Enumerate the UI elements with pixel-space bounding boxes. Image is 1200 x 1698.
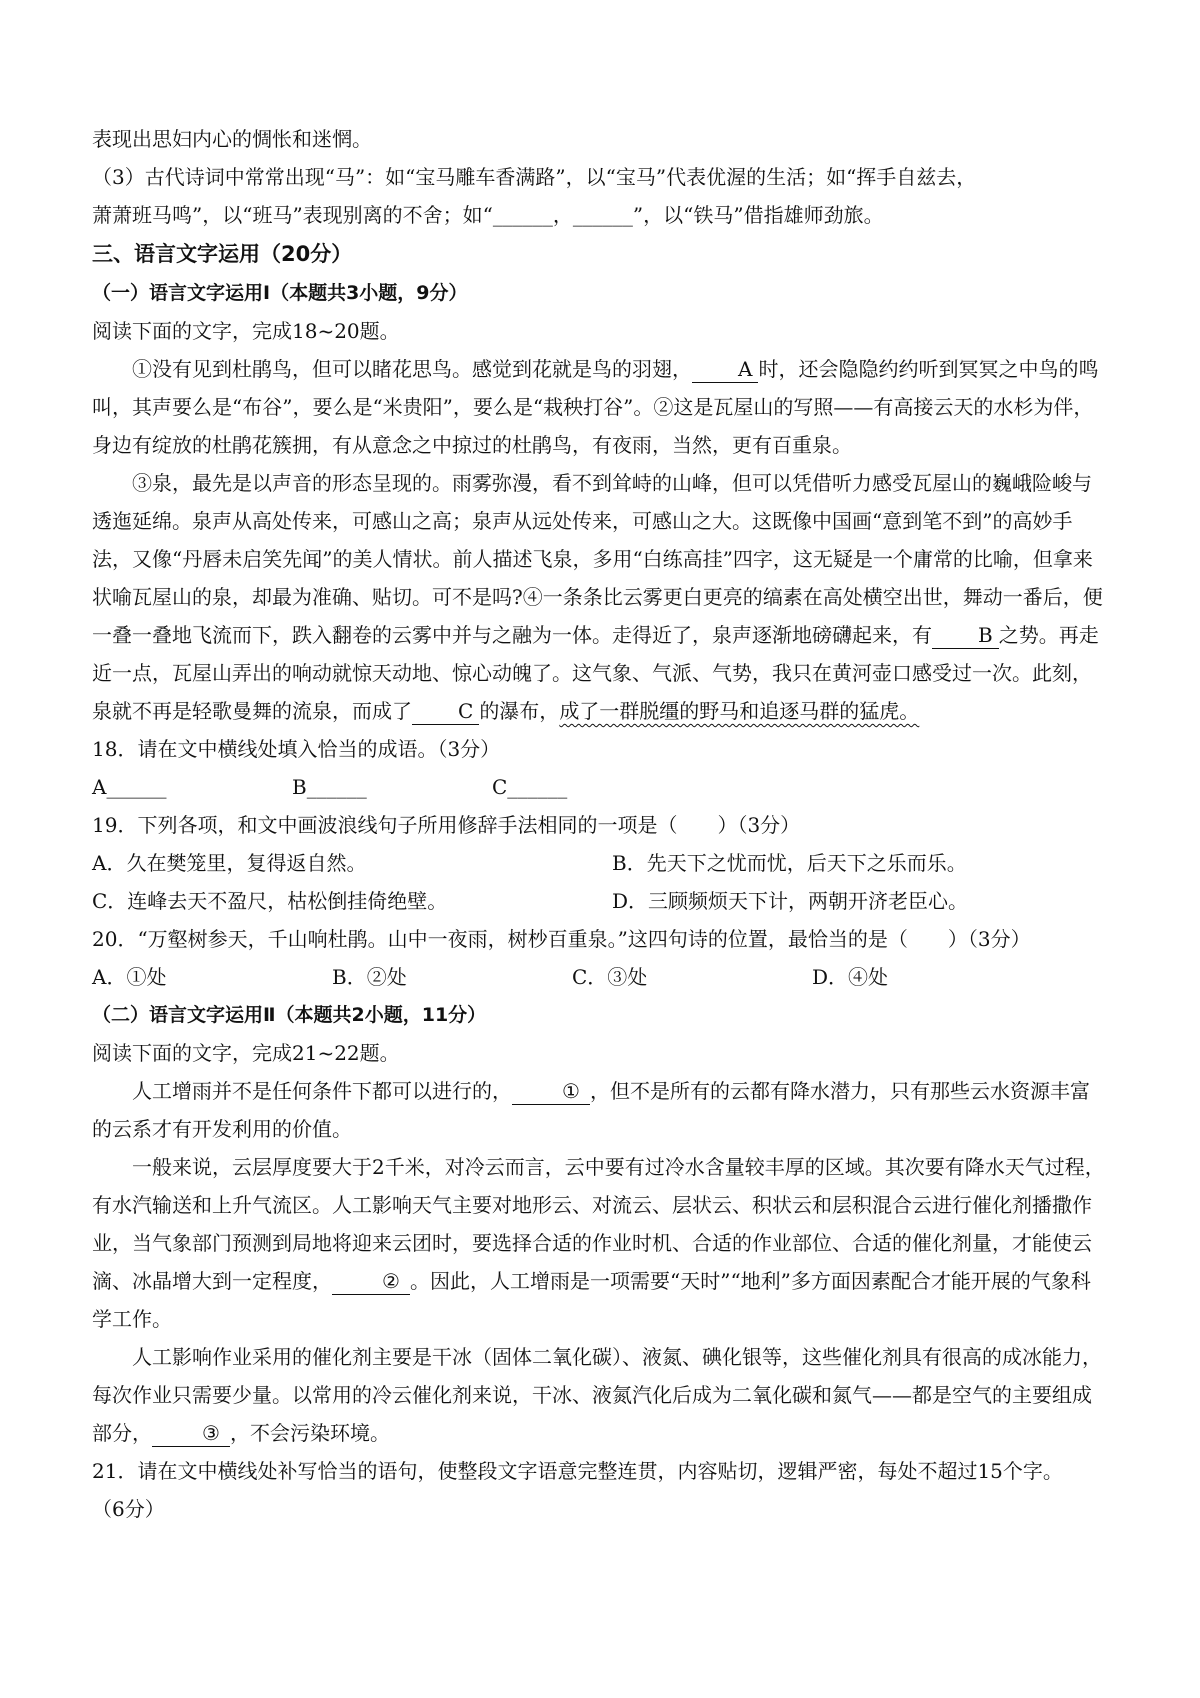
question-20-options: [92, 958, 1108, 996]
passage-text: 的瀑布，: [479, 699, 560, 723]
question-19-options-row-1: [92, 844, 1108, 882]
option-b: B．②处: [332, 965, 407, 989]
option-d: D．三顾频烦天下计，两朝开济老臣心。: [612, 889, 969, 913]
text-line: 表现出思妇内心的惆怅和迷惘。: [92, 127, 372, 151]
option-c: C．连峰去天不盈尺，枯松倒挂倚绝壁。: [92, 889, 448, 913]
passage-text: 之势。再走近一点，瓦屋山弄出的响动就惊天动地、惊心动魄了。这气象、气派、气势，我只在黄河壶口感受过一次。此刻，泉就不再是轻歌曼舞的流泉，而成了: [92, 623, 1099, 723]
passage-text: ①没有见到杜鹃鸟，但可以睹花思鸟。感觉到花就是鸟的羽翅，: [132, 357, 692, 381]
option-c: C．③处: [572, 965, 648, 989]
passage-text: 。因此，人工增雨是一项需要“天时”“地利”多方面因素配合才能开展的气象科学工作。: [92, 1269, 1091, 1331]
blank-1: ①: [512, 1078, 590, 1105]
question-3-line-1: （3）古代诗词中常常出现“马”：如“宝马雕车香满路”，以“宝马”代表优渥的生活；如“挥手自兹去，: [92, 165, 977, 189]
option-a: A．久在樊笼里，复得返自然。: [92, 851, 367, 875]
answer-a: A______: [92, 775, 167, 799]
section-3-title: 三、语言文字运用（20分）: [92, 242, 353, 266]
passage-2-paragraph-3: [92, 1338, 1108, 1452]
option-b: B．先天下之忧而忧，后天下之乐而乐。: [612, 851, 967, 875]
blank-c: C: [412, 698, 479, 725]
blank-3: ③: [152, 1420, 230, 1447]
part-2-intro: 阅读下面的文字，完成21~22题。: [92, 1041, 400, 1065]
question-19: 19．下列各项，和文中画波浪线句子所用修辞手法相同的一项是（ ）（3分）: [92, 813, 801, 837]
wavy-underlined-sentence: 成了一群脱缰的野马和追逐马群的猛虎。: [559, 699, 920, 723]
question-3-line-2: 萧萧班马鸣”，以“班马”表现别离的不舍；如“______，______”，以“铁马”借指雄师劲旅。: [92, 203, 884, 227]
question-20: 20．“万壑树参天，千山响杜鹃。山中一夜雨，树杪百重泉。”这四句诗的位置，最恰当的是（ ）（3分）: [92, 927, 1031, 951]
question-18: 18．请在文中横线处填入恰当的成语。（3分）: [92, 737, 501, 761]
option-a: A．①处: [92, 965, 167, 989]
answer-c: C______: [492, 775, 568, 799]
blank-a: A: [692, 356, 758, 383]
part-1-intro: 阅读下面的文字，完成18~20题。: [92, 319, 400, 343]
part-2-title: （二）语言文字运用Ⅱ（本题共2小题，11分）: [92, 1004, 487, 1026]
question-21: 21．请在文中横线处补写恰当的语句，使整段文字语意完整连贯，内容贴切，逻辑严密，每处不超过15个字。: [92, 1459, 1063, 1483]
passage-text: 一般来说，云层厚度要大于2千米，对冷云而言，云中要有过冷水含量较丰厚的区域。其次要有降水天气过程，有水汽输送和上升气流区。人工影响天气主要对地形云、对流云、层状云、积状云和层积混合云进行催化剂播撒作业，当气象部门预测到局地将迎来云团时，要选择合适的作业时机、合适的作业部位、合适的催化剂量，才能使云滴、冰晶增大到一定程度，: [92, 1155, 1105, 1293]
passage-text: 人工影响作业采用的催化剂主要是干冰（固体二氧化碳）、液氮、碘化银等，这些催化剂具有很高的成冰能力，每次作业只需要少量。以常用的冷云催化剂来说，干冰、液氮汽化后成为二氧化碳和氮气——都是空气的主要组成部分，: [92, 1345, 1102, 1445]
passage-text: 人工增雨并不是任何条件下都可以进行的，: [132, 1079, 512, 1103]
question-19-options-row-2: [92, 882, 1108, 920]
passage-1-paragraph-1: [92, 350, 1108, 464]
passage-text: ，不会污染环境。: [230, 1421, 390, 1445]
passage-text: 时，还会隐隐约约听到冥冥之中鸟的鸣叫，其声要么是“布谷”，要么是“米贵阳”，要么是“栽秧打谷”。②这是瓦屋山的写照——有高接云天的水杉为伴，身边有绽放的杜鹃花簇拥，有从意念之中掠过的杜鹃鸟，有夜雨，当然，更有百重泉。: [92, 357, 1099, 457]
question-18-answers: [92, 768, 1108, 806]
option-d: D．④处: [812, 965, 889, 989]
question-21-points: （6分）: [92, 1497, 165, 1521]
passage-2-paragraph-1: [92, 1072, 1108, 1148]
passage-1-paragraph-2: [92, 464, 1108, 730]
passage-text: ③泉，最先是以声音的形态呈现的。雨雾弥漫，看不到耸峙的山峰，但可以凭借听力感受瓦屋山的巍峨险峻与透迤延绵。泉声从高处传来，可感山之高；泉声从远处传来，可感山之大。这既像中国画“意到笔不到”的高妙手法，又像“丹唇未启笑先闻”的美人情状。前人描述飞泉，多用“白练高挂”四字，这无疑是一个庸常的比喻，但拿来状喻瓦屋山的泉，却最为准确、贴切。可不是吗?④一条条比云雾更白更亮的缟素在高处横空出世，舞动一番后，便一叠一叠地飞流而下，跌入翻卷的云雾中并与之融为一体。走得近了，泉声逐渐地磅礴起来，有: [92, 471, 1103, 647]
blank-2: ②: [332, 1268, 410, 1295]
passage-text: ，但不是所有的云都有降水潜力，只有那些云水资源丰富的云系才有开发利用的价值。: [92, 1079, 1090, 1141]
blank-b: B: [932, 622, 999, 649]
passage-2-paragraph-2: [92, 1148, 1108, 1338]
part-1-title: （一）语言文字运用Ⅰ（本题共3小题，9分）: [92, 282, 468, 304]
answer-b: B______: [292, 775, 367, 799]
